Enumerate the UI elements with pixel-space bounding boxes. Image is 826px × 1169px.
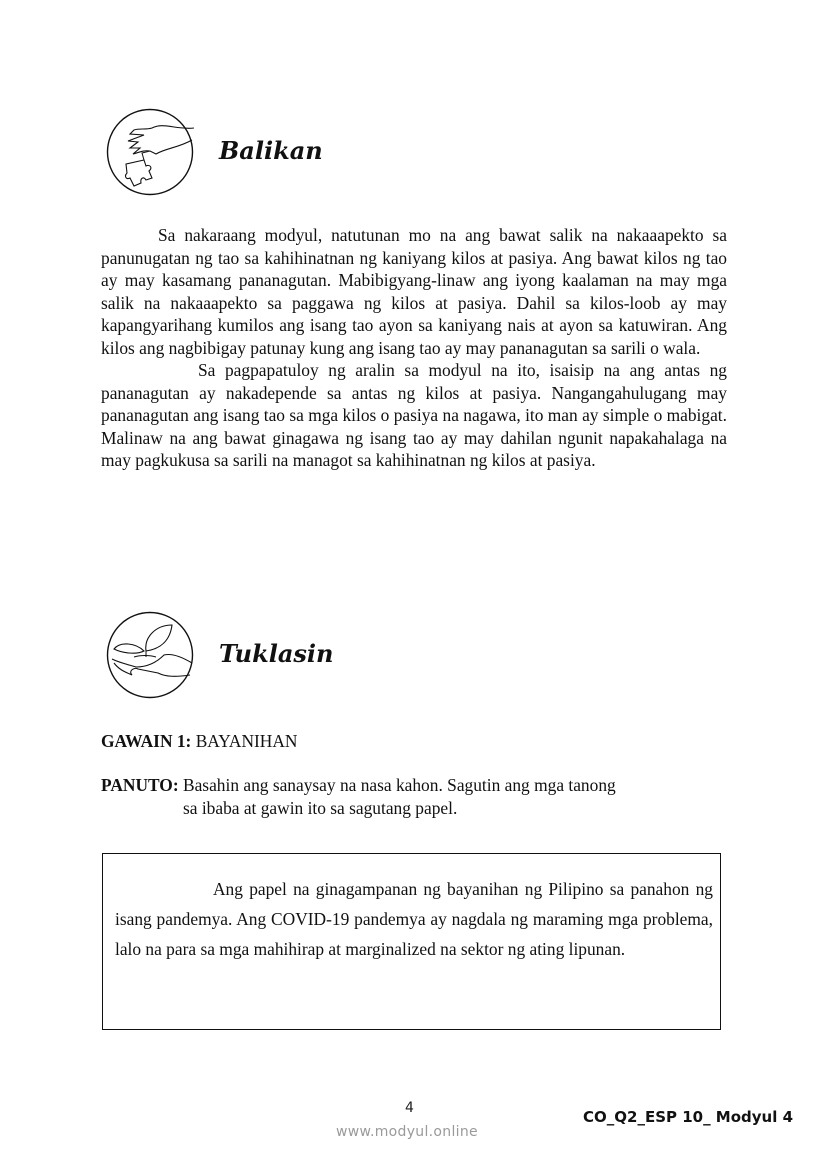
instruction-label: PANUTO: bbox=[101, 775, 179, 795]
section-title-tuklasin: Tuklasin bbox=[219, 639, 334, 668]
watermark: www.modyul.online bbox=[336, 1124, 478, 1140]
module-code: CO_Q2_ESP 10_ Modyul 4 bbox=[583, 1108, 794, 1126]
balikan-body bbox=[101, 224, 727, 472]
instruction-text-line-2: sa ibaba at gawin ito sa sagutang papel. bbox=[183, 797, 458, 818]
activity-name: BAYANIHAN bbox=[195, 731, 298, 751]
section-title-balikan: Balikan bbox=[219, 136, 323, 165]
instructions bbox=[101, 774, 727, 819]
essay-text: Ang papel na ginagampanan ng bayanihan ng Pilipino sa panahon ng isang pandemya. Ang COVID-19 pandemya ay nagdala ng maraming mga problema, lalo na para sa mga mahihirap at marginalized na sektor ng ating lipunan. bbox=[115, 879, 713, 959]
balikan-paragraph-2: Sa pagpapatuloy ng aralin sa modyul na ito, isaisip na ang antas ng pananagutan ay nakadepende sa antas ng kilos at pasiya. Nangangahulugang may pananagutan ang isang tao sa mga kilos o pasiya na nagawa, ito man ay simple o mabigat. Malinaw na ang bawat ginagawa ng isang tao ay may dahilan ngunit napakahalaga na may pagkukusa sa sarili na managot sa kahihinatnan ng kilos at pasiya. bbox=[101, 360, 727, 470]
hand-seedling-icon bbox=[106, 611, 194, 699]
instruction-text-line-1: Basahin ang sanaysay na nasa kahon. Sagutin ang mga tanong bbox=[182, 775, 616, 795]
hand-puzzle-icon bbox=[106, 108, 194, 196]
balikan-paragraph-1: Sa nakaraang modyul, natutunan mo na ang bawat salik na nakaaapekto sa panunugatan ng tao sa kahihinatnan ng kaniyang kilos at pasiya. Ang bawat kilos ng tao ay may kasamang pananagutan. Mabibigyang-linaw ang iyong kaalaman na may mga salik na nakaaapekto sa paggawa ng kilos at pasiya. Dahil sa kilos-loob ay may kapangyarihang kumilos ang isang tao ayon sa kaniyang nais at ayon sa katuwiran. Ang kilos ang nagbibigay patunay kung ang isang tao ay may pananagutan sa sarili o wala. bbox=[101, 225, 727, 358]
activity-label: GAWAIN 1: bbox=[101, 731, 192, 751]
activity-heading bbox=[101, 730, 297, 753]
page-number: 4 bbox=[405, 1100, 414, 1116]
essay-box bbox=[102, 853, 721, 1030]
